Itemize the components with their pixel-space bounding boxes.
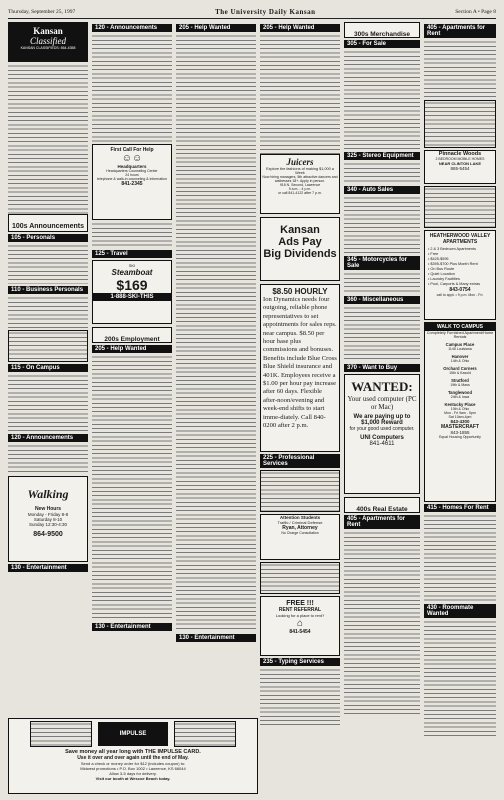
heatherwood-item: • On Bus Route: [428, 267, 455, 271]
first-call-sub: Headquarters Counseling Center: [106, 169, 158, 173]
section-200s: 200s Employment: [104, 336, 160, 343]
header-stereo-equipment: 325 - Stereo Equipment: [344, 152, 420, 160]
heatherwood-ad: [424, 230, 496, 320]
first-call-title: First Call For Help: [110, 147, 154, 153]
header-apartments-col5: 405 - Apartments for Rent: [344, 515, 420, 529]
homes-for-rent-body: [424, 514, 496, 602]
impulse-allow: Allow 3-5 days for delivery.: [109, 771, 157, 776]
help-wanted-col2-body: [92, 355, 172, 621]
juicers-desc: Explore the fashions of making $1,000 a Week: [266, 167, 334, 175]
heatherwood-item: • Pool, Carports & Many extras: [428, 282, 480, 286]
wanted-computer-ad: [344, 374, 420, 494]
roommate-body: [424, 620, 496, 738]
mastercraft-property-address: 24th & Iowa: [450, 395, 470, 399]
ski-price: $169: [116, 277, 148, 293]
walking-phone: 864-9500: [33, 531, 63, 538]
mastercraft-property-address: 19th & Mass: [450, 383, 470, 387]
pinnacle-woods-ad: [424, 150, 496, 184]
kansan-ads-pay-ad: [260, 217, 340, 281]
apartment-ad-1: [424, 100, 496, 148]
paper-title: The University Daily Kansan: [215, 8, 316, 16]
wanted-company: UNI Computers: [360, 435, 404, 441]
first-call-name: Headquarters: [117, 164, 147, 169]
header-miscellaneous: 360 - Miscellaneous: [344, 296, 420, 304]
free-rent-logo-icon: ⌂: [296, 618, 304, 629]
motorcycles-body: [344, 272, 420, 294]
announcements-col2-body-2: [92, 222, 172, 248]
free-rent-title: FREE !!!: [286, 600, 314, 607]
header-personals: 105 - Personals: [8, 234, 88, 242]
header-entertainment-col2: 130 - Entertainment: [92, 623, 172, 631]
header-auto-sales: 340 - Auto Sales: [344, 186, 420, 194]
impulse-headline: Save money all year long with THE IMPULSE CARD.: [65, 749, 201, 755]
attorney-name: Ryan, Attorney: [282, 525, 318, 531]
professional-services-ad: [260, 470, 340, 512]
heatherwood-hours: call to appt. • 9 p.m. Mon - Fri.: [436, 293, 484, 297]
apartments-col6-body: [424, 40, 496, 100]
attorney-ad: [260, 514, 340, 560]
header-want-to-buy: 370 - Want to Buy: [344, 364, 420, 372]
impulse-coupon-image-2: [174, 721, 236, 747]
for-sale-body: [344, 50, 420, 150]
mastercraft-tag: Equal Housing Opportunity: [439, 435, 481, 439]
mastercraft-property-name: Stratford: [451, 378, 469, 383]
auto-sales-body: [344, 196, 420, 254]
walking-hours-weekday: Monday - Friday 8-8: [27, 512, 69, 517]
heatherwood-item: • $425-$595: [428, 257, 449, 261]
wanted-phone: 841-4611: [369, 441, 395, 447]
apartment-ad-2: [424, 186, 496, 228]
entrepreneurs-ad: [8, 330, 88, 362]
column-1: [8, 22, 88, 574]
heatherwood-item: • Quiet Location: [428, 272, 455, 276]
first-call-faces-icon: ☺☺: [121, 153, 143, 164]
typing-services-body: [260, 668, 340, 728]
employment-section-header: [92, 327, 172, 343]
classified-subtitle: Classified: [29, 36, 66, 46]
first-call-ad: [92, 144, 172, 220]
first-call-desc: telephone & walk-in counseling & information: [97, 177, 167, 181]
juicers-hours: 9 a.m. - 4 p.m.: [288, 187, 312, 191]
personals-body: [8, 244, 88, 284]
mastercraft-property-name: Campus Place: [445, 342, 475, 347]
column-5: [344, 22, 420, 717]
header-apartments-col6: 405 - Apartments for Rent: [424, 24, 496, 38]
heatherwood-item: • 2 & 3 Bedroom Apartments: [428, 247, 476, 251]
header-professional-services: 225 - Professional Services: [260, 454, 340, 468]
mastercraft-property-name: Tanglewood: [447, 390, 473, 395]
mastercraft-property-address: 14th & Ohio: [450, 359, 470, 363]
ion-body: Ion Dynamics needs four outgoing, reliable phone representatives to set appointments for sales reps. near campus. $8.50 per hour base plus commissions and bonuses. Benefits include Blue Cross Blue Shield insurance and 401K. Employees receive a $1.00 per hour pay increase after 60 days. Flexible after-noon/evening and week-end shifts to start imme-diately. Call 840-0200 after 2 p.m.: [263, 296, 337, 430]
impulse-card-ad: [8, 718, 258, 794]
column-4: [260, 22, 340, 728]
miscellaneous-body: [344, 306, 420, 362]
mastercraft-property-name: Hanover: [451, 354, 469, 359]
impulse-visit: Visit our booth at Wescoe Beach today.: [95, 776, 171, 781]
impulse-coupon-image: [30, 721, 92, 747]
masthead: [8, 6, 496, 19]
mastercraft-sub: Completely Furnished Apartment/Home Rentals: [426, 331, 494, 339]
section-400s: 400s Real Estate: [356, 506, 408, 513]
free-rent-phone: 841-5454: [289, 629, 311, 635]
mastercraft-ad: [424, 322, 496, 502]
ski-phone: 1-888-SKI-THIS: [93, 293, 171, 301]
real-estate-section-header: [344, 497, 420, 513]
free-rent-ad: [260, 596, 340, 656]
header-roommate-wanted: 430 - Roommate Wanted: [424, 604, 496, 618]
announcements-col2-body: [92, 34, 172, 144]
ski-brand: Steamboat: [111, 268, 153, 277]
heatherwood-name: HEATHERWOOD VALLEY APARTMENTS: [429, 233, 491, 245]
header-on-campus: 115 - On Campus: [8, 364, 88, 372]
header-typing-services: 235 - Typing Services: [260, 658, 340, 666]
pinnacle-title: Pinnacle Woods: [438, 151, 482, 157]
on-campus-body: [8, 374, 88, 432]
impulse-sub: Use it over and over again until the end of May.: [77, 755, 189, 761]
mastercraft-property-name: Kentucky Place: [444, 402, 476, 407]
walking-hours-sunday: Sunday 12:30-4:30: [28, 522, 68, 527]
header-help-wanted-col2: 205 - Help Wanted: [92, 345, 172, 353]
classified-logo: [8, 22, 88, 62]
header-business-personals: 110 - Business Personals: [8, 286, 88, 294]
kansan-ads-line3: Big Dividends: [263, 248, 337, 260]
mastercraft-property-address: 15th & Kasold: [449, 371, 471, 375]
header-homes-for-rent: 415 - Homes For Rent: [424, 504, 496, 512]
heatherwood-item: • Free: [428, 252, 439, 256]
juicers-address: 916 N. Second, Lawrence: [279, 183, 321, 187]
first-call-phone: 841-2345: [121, 181, 143, 187]
header-help-wanted-col4: 205 - Help Wanted: [260, 24, 340, 32]
ion-rate: $8.50 HOURLY: [272, 287, 328, 296]
section-100s: 100s Announcements: [11, 223, 85, 230]
attorney-tag: No Charge Consultation: [281, 531, 319, 535]
section-300s: 300s Merchandise: [353, 31, 410, 38]
header-for-sale: 305 - For Sale: [344, 40, 420, 48]
first-call-hours: 24 hours: [125, 173, 139, 177]
header-announcements-col1: 120 - Announcements: [8, 434, 88, 442]
mastercraft-property-address: 1145 Louisiana: [448, 347, 472, 351]
free-rent-note: Looking for a place to rent?: [275, 613, 325, 618]
mastercraft-name: MASTERCRAFT: [440, 424, 480, 430]
wanted-for: for your good used computer.: [349, 426, 415, 432]
walking-title: Walking: [27, 487, 69, 501]
column-6: [424, 22, 496, 738]
stereo-body: [344, 162, 420, 184]
mastercraft-tel: 843-1855: [450, 430, 470, 435]
column-2: [92, 22, 172, 633]
help-wanted-col4-body: [260, 34, 340, 154]
impulse-address: Midwest promotions • P.O. Box 1002 • Lawrence, KS 66044: [80, 766, 186, 771]
mastercraft-hours: Mon - Fri 9am - 5pm: [444, 411, 476, 415]
mastercraft-property-address: 10th & Ohio: [450, 407, 470, 411]
ion-dynamics-ad: [260, 284, 340, 452]
ski-ad: [92, 260, 172, 324]
pinnacle-phone: 865-5454: [450, 166, 470, 171]
header-entertainment-col1: 130 - Entertainment: [8, 564, 88, 572]
mastercraft-title: WALK TO CAMPUS: [425, 323, 495, 331]
header-travel: 125 - Travel: [92, 250, 172, 258]
pinnacle-sub: 2 BEDROOM MOBILE HOMES: [435, 157, 485, 161]
pinnacle-location: NEAR CLINTON LAKE: [438, 161, 482, 166]
kansan-ads-line1: Kansan: [280, 224, 320, 236]
heatherwood-item: • Laundry Facilities: [428, 277, 460, 281]
header-entertainment-col3: 130 - Entertainment: [176, 634, 256, 642]
kansan-ads-line2: Ads Pay: [278, 236, 322, 248]
attorney-title: Attention Students: [279, 515, 321, 520]
apartments-col5-body: [344, 531, 420, 717]
wanted-body: Your used computer (PC or Mac): [347, 395, 417, 411]
juicers-phone: or call 841-4122 after 7 p.m.: [278, 191, 322, 195]
section-label: Section A • Page 8: [455, 9, 496, 15]
impulse-order: Send a check or money order for $12 (includes coupon) to:: [80, 761, 186, 766]
heatherwood-item: • $395-$700 Plus Month Rent: [428, 262, 478, 266]
attorney-sub: Traffic / Criminal Defense: [277, 520, 323, 525]
free-rent-sub: RENT REFERRAL: [278, 607, 322, 613]
business-personals-body: [8, 296, 88, 328]
header-announcements-col2: 120 - Announcements: [92, 24, 172, 32]
mastercraft-phone: 843-4300: [450, 419, 470, 424]
walking-new-hours: New Hours: [34, 506, 62, 512]
juicers-name: Juicers: [286, 157, 314, 167]
issue-date: Thursday, September 25, 1997: [8, 9, 76, 15]
walking-ad: [8, 476, 88, 562]
help-wanted-col3-body: [176, 34, 256, 632]
classified-index: [8, 64, 88, 214]
classified-title: Kansan: [33, 26, 63, 36]
classified-phone: KANSAN CLASSIFIEDS: 864-4358: [20, 46, 76, 50]
juicers-items: Now hiring managers, 5th attractive dancers and waitresses 18+. Apply in person.: [262, 175, 338, 183]
heatherwood-phone: 843-0754: [449, 287, 471, 293]
wanted-pay: We are paying up to $1,000 Reward: [353, 414, 411, 426]
header-motorcycles: 345 - Motorcycles for Sale: [344, 256, 420, 270]
merchandise-section-header: [344, 22, 420, 38]
column-3: [176, 22, 256, 644]
impulse-card-image: IMPULSE: [98, 722, 168, 746]
ski-banner: SKI: [128, 263, 136, 268]
juicers-ad: [260, 154, 340, 214]
mastercraft-sat: Sat 10am-4pm: [448, 415, 472, 419]
walking-hours-saturday: Saturday 8-10: [33, 517, 63, 522]
wanted-title: WANTED:: [351, 379, 413, 394]
header-help-wanted-col3: 205 - Help Wanted: [176, 24, 256, 32]
traffic-court-ad: [260, 562, 340, 594]
announcements-col1-body: [8, 444, 88, 474]
announcements-section-header: [8, 214, 88, 232]
mastercraft-property-name: Orchard Corners: [443, 366, 477, 371]
